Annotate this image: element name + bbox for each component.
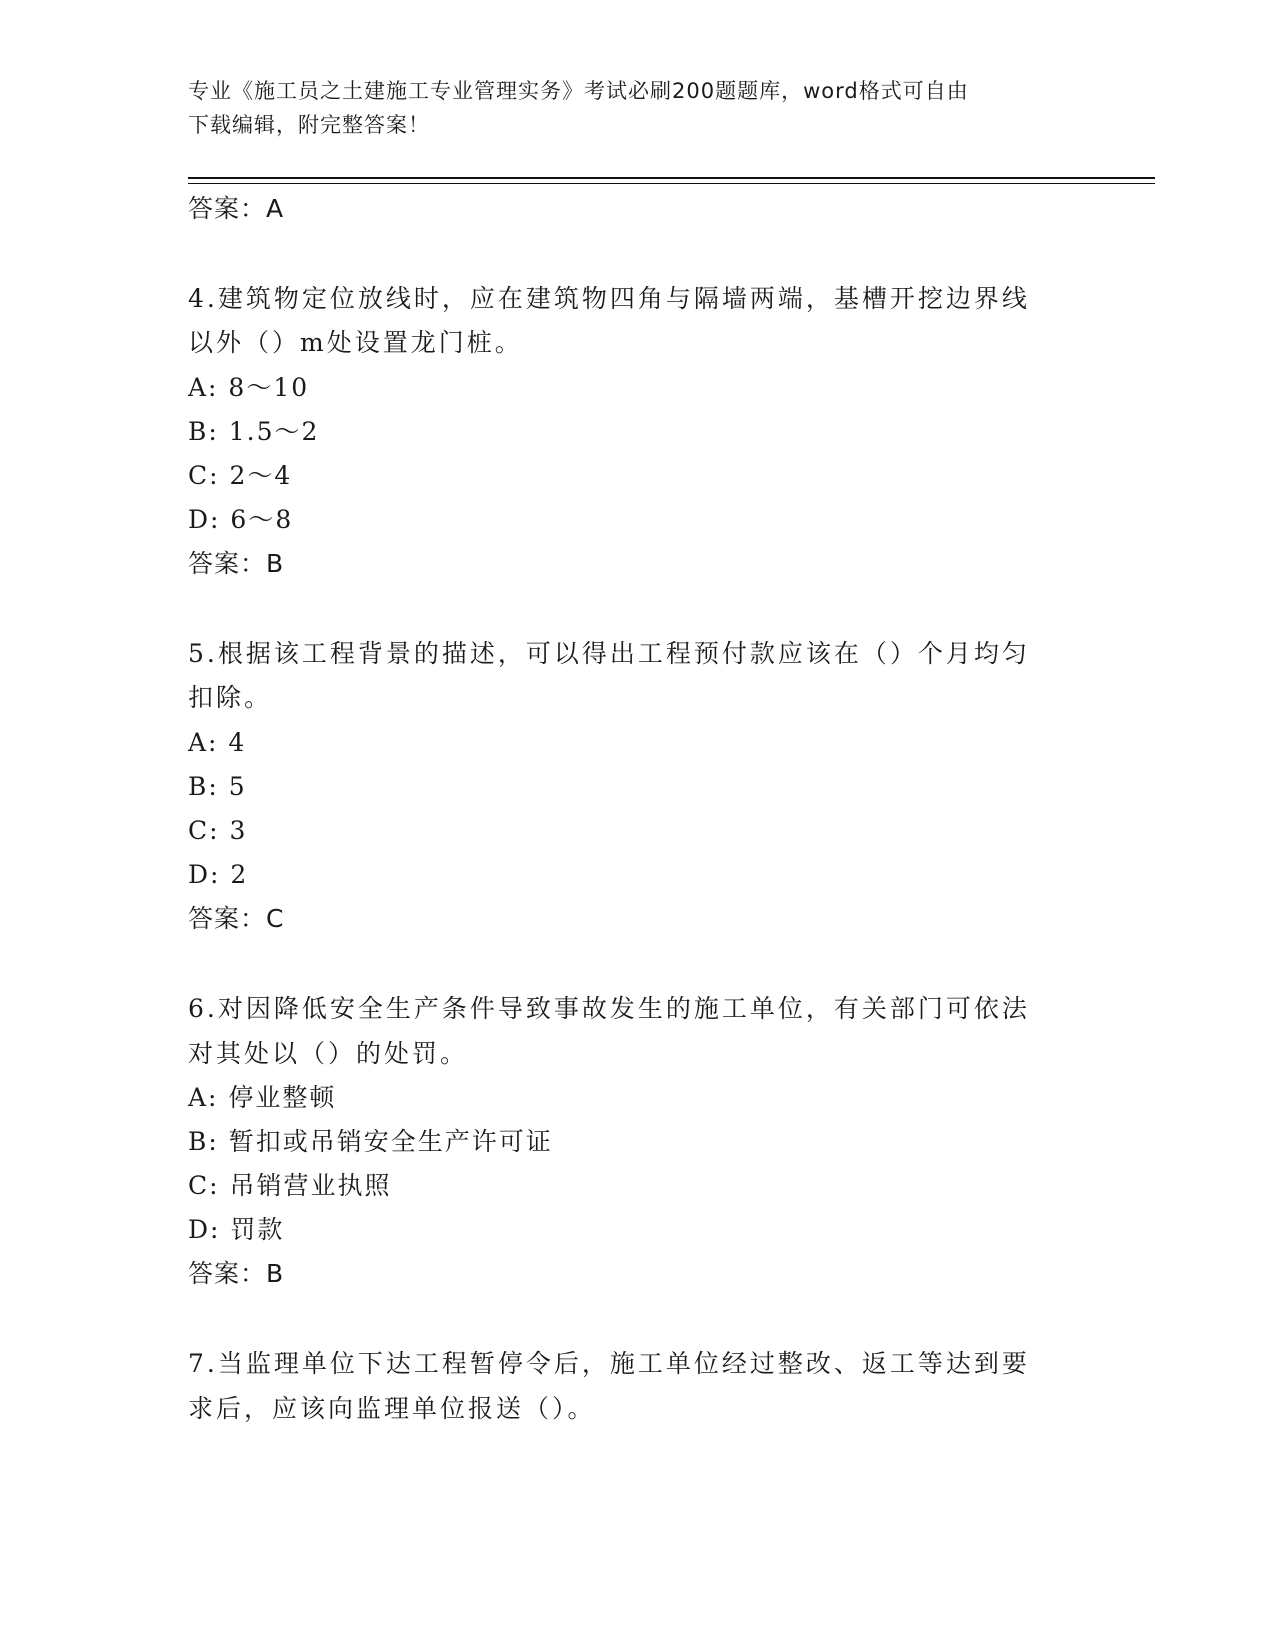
- previous-answer: 答案：A: [188, 194, 285, 223]
- option-d: D: 罚款: [188, 1215, 285, 1244]
- option-b: B: 5: [188, 772, 247, 801]
- option-c: C: 吊销营业执照: [188, 1171, 392, 1200]
- question-stem-line: 对其处以（）的处罚。: [188, 1039, 469, 1068]
- answer: 答案：C: [188, 904, 285, 933]
- option-a: A: 停业整顿: [188, 1083, 337, 1112]
- option-c: C: 2～4: [188, 461, 293, 490]
- option-d: D: 6～8: [188, 505, 294, 534]
- option-b: B: 暂扣或吊销安全生产许可证: [188, 1127, 553, 1156]
- header-line-2: 下载编辑，附完整答案！: [188, 113, 430, 137]
- option-c: C: 3: [188, 816, 248, 845]
- question-stem-line: 扣除。: [188, 683, 273, 712]
- question-stem-line: 5.根据该工程背景的描述，可以得出工程预付款应该在（）个月均匀: [188, 639, 1030, 668]
- header-line-1: 专业《施工员之土建施工专业管理实务》考试必刷200题题库，word格式可自由: [188, 79, 969, 103]
- header-divider-thick: [188, 177, 1155, 179]
- question-stem-line: 4.建筑物定位放线时，应在建筑物四角与隔墙两端，基槽开挖边界线: [188, 284, 1030, 313]
- header-divider-thin: [188, 183, 1155, 184]
- question-stem-line: 以外（）m处设置龙门桩。: [188, 328, 523, 357]
- option-b: B: 1.5～2: [188, 417, 320, 446]
- option-a: A: 4: [188, 728, 247, 757]
- option-d: D: 2: [188, 860, 249, 889]
- question-stem-line: 6.对因降低安全生产条件导致事故发生的施工单位，有关部门可依法: [188, 994, 1030, 1023]
- answer: 答案：B: [188, 1259, 285, 1288]
- question-stem-line: 7.当监理单位下达工程暂停令后，施工单位经过整改、返工等达到要: [188, 1349, 1030, 1378]
- option-a: A: 8～10: [188, 373, 310, 402]
- question-stem-line: 求后，应该向监理单位报送（）。: [188, 1394, 596, 1423]
- document-header: [188, 74, 1068, 142]
- answer: 答案：B: [188, 549, 285, 578]
